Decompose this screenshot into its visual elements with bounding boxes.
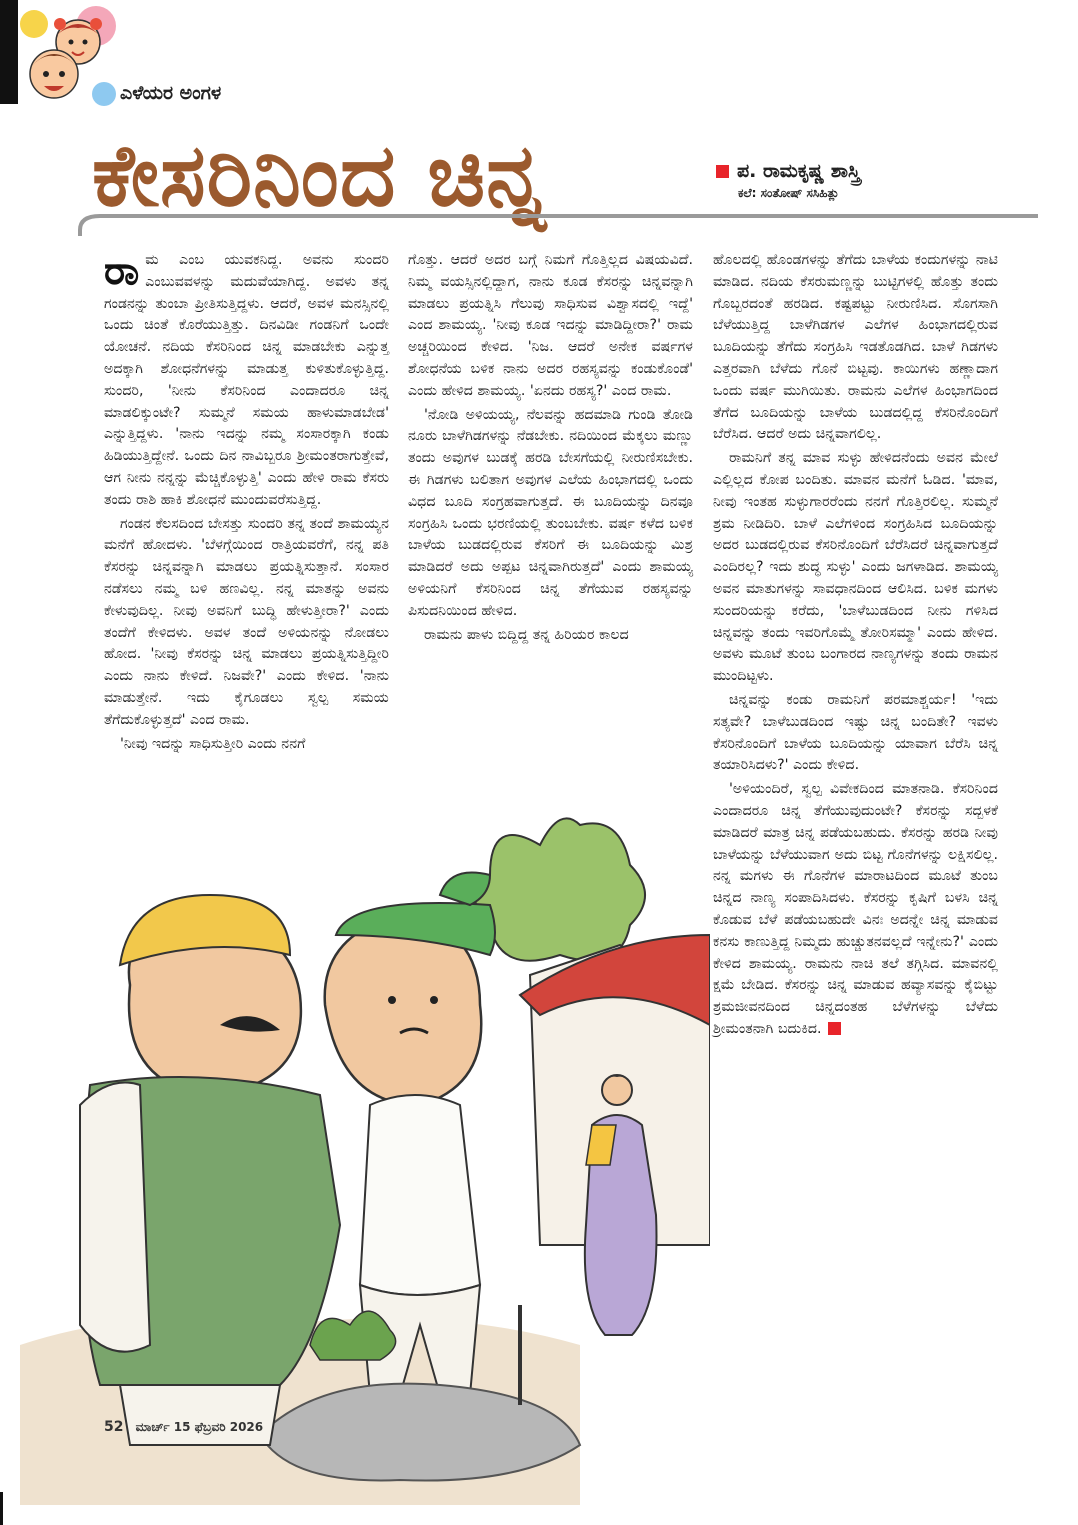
paragraph: 'ನೋಡಿ ಅಳಿಯಯ್ಯ, ನೆಲವನ್ನು ಹದಮಾಡಿ ಗುಂಡಿ ತೋಡಿ ನೂರು ಬಾಳೆಗಿಡಗಳನ್ನು ನೆಡಬೇಕು. ನದಿಯಿಂದ ಮೆಕ್ಕಲು ಮಣ್ಣು ತಂದು ಅವುಗಳ ಬುಡಕ್ಕೆ ಹರಡಿ ಬೇಸಗೆಯಲ್ಲಿ ನೀರುಣಿಸಬೇಕು. ಈ ಗಿಡಗಳು ಬಲಿತಾಗ ಅವುಗಳ ಎಲೆಯ ಹಿಂಭಾಗದಲ್ಲಿ ಒಂದು ವಿಧದ ಬೂದಿ ಸಂಗ್ರಹವಾಗುತ್ತದೆ. ಈ ಬೂದಿಯನ್ನು ದಿನವೂ ಸಂಗ್ರಹಿಸಿ ಒಂದು ಭರಣಿಯಲ್ಲಿ ತುಂಬಬೇಕು. ವರ್ಷ ಕಳೆದ ಬಳಿಕ ಬಾಳೆಯ ಬುಡದಲ್ಲಿರುವ ಕೆಸರಿಗೆ ಈ ಬೂದಿಯನ್ನು ಮಿಶ್ರ ಮಾಡಿದರೆ ಅದು ಅಪ್ಪಟ ಚಿನ್ನವಾಗಿರುತ್ತದೆ' ಎಂದು ಶಾಮಯ್ಯ ಅಳಿಯನಿಗೆ ಕೆಸರಿನಿಂದ ಚಿನ್ನ ತೆಗೆಯುವ ರಹಸ್ಯವನ್ನು ಪಿಸುದನಿಯಿಂದ ಹೇಳಿದ. <box>408 406 693 619</box>
paragraph: ಗೊತ್ತು. ಆದರೆ ಅದರ ಬಗ್ಗೆ ನಿಮಗೆ ಗೊತ್ತಿಲ್ಲದ ವಿಷಯವಿದೆ. ನಿಮ್ಮ ವಯಸ್ಸಿನಲ್ಲಿದ್ದಾಗ, ನಾನು ಕೂಡ ಕೆಸರನ್ನು ಚಿನ್ನವನ್ನಾಗಿ ಮಾಡಲು ಪ್ರಯತ್ನಿಸಿ ಗೆಲುವು ಸಾಧಿಸುವ ವಿಶ್ವಾಸದಲ್ಲಿ ಇದ್ದೆ' ಎಂದ ಶಾಮಯ್ಯ. 'ನೀವು ಕೂಡ ಇದನ್ನು ಮಾಡಿದ್ದೀರಾ?' ರಾಮ ಅಚ್ಚರಿಯಿಂದ ಕೇಳಿದ. 'ನಿಜ. ಆದರೆ ಅನೇಕ ವರ್ಷಗಳ ಶೋಧನೆಯ ಬಳಿಕ ನಾನು ಅದರ ರಹಸ್ಯವನ್ನು ಕಂಡುಕೊಂಡೆ' ಎಂದು ಹೇಳಿದ ಶಾಮಯ್ಯ. 'ಏನದು ರಹಸ್ಯ?' ಎಂದ ರಾಮ. <box>408 252 693 399</box>
issue-date: ಮಾರ್ಚ್ 15 ಫೆಬ್ರವರಿ 2026 <box>135 1420 264 1434</box>
article-title: ಕೇಸರಿನಿಂದ ಚಿನ್ನ <box>92 126 547 226</box>
header-rule <box>78 214 1038 236</box>
page-number: 52 <box>104 1419 124 1435</box>
column-1 <box>104 250 389 757</box>
paragraph: 'ನೀವು ಇದನ್ನು ಸಾಧಿಸುತ್ತೀರಿ ಎಂದು ನನಗೆ <box>120 735 306 752</box>
paragraph: ಚಿನ್ನವನ್ನು ಕಂಡು ರಾಮನಿಗೆ ಪರಮಾಶ್ಚರ್ಯ! 'ಇದು ಸತ್ಯವೇ? ಬಾಳೆಬುಡದಿಂದ ಇಷ್ಟು ಚಿನ್ನ ಬಂದಿತೇ? ಇವಳು ಕೆಸರಿನೊಂದಿಗೆ ಬಾಳೆಯ ಬೂದಿಯನ್ನು ಯಾವಾಗ ಬೆರೆಸಿ ಚಿನ್ನ ತಯಾರಿಸಿದಳು?' ಎಂದು ಕೇಳಿದ. <box>713 691 998 774</box>
column-3 <box>713 250 998 1043</box>
red-square-icon <box>716 165 729 178</box>
column-2 <box>408 250 693 648</box>
byline <box>716 160 860 201</box>
paragraph: ಹೊಲದಲ್ಲಿ ಹೊಂಡಗಳನ್ನು ತೆಗೆದು ಬಾಳೆಯ ಕಂದುಗಳನ್ನು ನಾಟಿ ಮಾಡಿದ. ನದಿಯ ಕೆಸರುಮಣ್ಣನ್ನು ಬುಟ್ಟಿಗಳಲ್ಲಿ ಹೊತ್ತು ತಂದು ಗೊಬ್ಬರದಂತೆ ಹರಡಿದ. ಕಷ್ಟಪಟ್ಟು ನೀರುಣಿಸಿದ. ಸೊಗಸಾಗಿ ಬೆಳೆಯುತ್ತಿದ್ದ ಬಾಳೆಗಿಡಗಳ ಎಲೆಗಳ ಹಿಂಭಾಗದಲ್ಲಿರುವ ಬೂದಿಯನ್ನು ತೆಗೆದು ಸಂಗ್ರಹಿಸಿ ಇಡತೊಡಗಿದ. ಬಾಳೆ ಗಿಡಗಳು ಎತ್ತರವಾಗಿ ಬೆಳೆದು ಗೊನೆ ಬಿಟ್ಟವು. ಕಾಯಿಗಳು ಹಣ್ಣಾದಾಗ ಒಂದು ವರ್ಷ ಮುಗಿಯಿತು. ರಾಮನು ಎಲೆಗಳ ಹಿಂಭಾಗದಿಂದ ತೆಗೆದ ಬೂದಿಯನ್ನು ಬಾಳೆಯ ಬುಡದಲ್ಲಿದ್ದ ಕೆಸರಿನೊಂದಿಗೆ ಬೆರೆಸಿದ. ಆದರೆ ಅದು ಚಿನ್ನವಾಗಲಿಲ್ಲ. <box>713 252 998 443</box>
paragraph: ರಾಮನು ಪಾಳು ಬಿದ್ದಿದ್ದ ತನ್ನ ಹಿರಿಯರ ಕಾಲದ <box>424 626 629 643</box>
end-mark-icon <box>828 1022 841 1035</box>
story-illustration <box>20 785 710 1505</box>
section-label: ಎಳೆಯರ ಅಂಗಳ <box>120 82 222 104</box>
paragraph: ರಾಮನಿಗೆ ತನ್ನ ಮಾವ ಸುಳ್ಳು ಹೇಳಿದನೆಂದು ಅವನ ಮೇಲೆ ಎಲ್ಲಿಲ್ಲದ ಕೋಪ ಬಂದಿತು. ಮಾವನ ಮನೆಗೆ ಓಡಿದ. 'ಮಾವ, ನೀವು ಇಂತಹ ಸುಳ್ಳುಗಾರರೆಂದು ನನಗೆ ಗೊತ್ತಿರಲಿಲ್ಲ. ಸುಮ್ಮನೆ ಶ್ರಮ ನೀಡಿದಿರಿ. ಬಾಳೆ ಎಲೆಗಳಿಂದ ಸಂಗ್ರಹಿಸಿದ ಬೂದಿಯನ್ನು ಅದರ ಬುಡದಲ್ಲಿರುವ ಕೆಸರಿನೊಂದಿಗೆ ಬೆರೆಸಿದರೆ ಚಿನ್ನವಾಗುತ್ತದೆ ಎಂದಿರಲ್ಲ? ಇದು ಶುದ್ಧ ಸುಳ್ಳು' ಎಂದು ಜಗಳಾಡಿದ. ಶಾಮಯ್ಯ ಅವನ ಮಾತುಗಳನ್ನು ಸಾವಧಾನದಿಂದ ಆಲಿಸಿದ. ಬಳಿಕ ಮಗಳು ಸುಂದರಿಯನ್ನು ಕರೆದು, 'ಬಾಳೆಬುಡದಿಂದ ನೀನು ಗಳಿಸಿದ ಚಿನ್ನವನ್ನು ತಂದು ಇವರಿಗೊಮ್ಮೆ ತೋರಿಸಮ್ಮಾ' ಎಂದು ಹೇಳಿದ. ಅವಳು ಮೂಟೆ ತುಂಬ ಬಂಗಾರದ ನಾಣ್ಯಗಳನ್ನು ತಂದು ರಾಮನ ಮುಂದಿಟ್ಟಳು. <box>713 450 998 685</box>
author-line <box>716 160 860 182</box>
paragraph-text: ಮ ಎಂಬ ಯುವಕನಿದ್ದ. ಅವನು ಸುಂದರಿ ಎಂಬುವವಳನ್ನು ಮದುವೆಯಾಗಿದ್ದ. ಅವಳು ತನ್ನ ಗಂಡನನ್ನು ತುಂಬಾ ಪ್ರೀತಿಸುತ್ತಿದ್ದಳು. ಆದರೆ, ಅವಳ ಮನಸ್ಸಿನಲ್ಲಿ ಒಂದು ಚಿಂತೆ ಕೊರೆಯುತ್ತಿತ್ತು. ದಿನವಿಡೀ ಗಂಡನಿಗೆ ಒಂದೇ ಯೋಚನೆ. ನದಿಯ ಕೆಸರಿನಿಂದ ಚಿನ್ನ ಮಾಡಬೇಕು ಎನ್ನುತ್ತ ಅದಕ್ಕಾಗಿ ಶೋಧನೆಗಳನ್ನು ಮಾಡುತ್ತ ಕುಳಿತುಕೊಳ್ಳುತ್ತಿದ್ದ. ಸುಂದರಿ, 'ನೀನು ಕೆಸರಿನಿಂದ ಎಂದಾದರೂ ಚಿನ್ನ ಮಾಡಲಿಕ್ಕುಂಟೇ? ಸುಮ್ಮನೆ ಸಮಯ ಹಾಳುಮಾಡಬೇಡ' ಎನ್ನುತ್ತಿದ್ದಳು. 'ನಾನು ಇದನ್ನು ನಮ್ಮ ಸಂಸಾರಕ್ಕಾಗಿ ಕಂಡು ಹಿಡಿಯುತ್ತಿದ್ದೇನೆ. ಒಂದು ದಿನ ನಾವಿಬ್ಬರೂ ಶ್ರೀಮಂತರಾಗುತ್ತೇವೆ, ಆಗ ನೀನು ನನ್ನನ್ನು ಮೆಚ್ಚಿಕೊಳ್ಳುತ್ತಿ' ಎಂದು ಹೇಳಿ ರಾಮ ಕೆಸರು ತಂದು ರಾಶಿ ಹಾಕಿ ಶೋಧನೆ ಮುಂದುವರೆಸುತ್ತಿದ್ದ. <box>104 252 389 508</box>
drop-cap: ರಾ <box>104 248 140 294</box>
crop-mark <box>0 1492 3 1525</box>
paragraph: ಗಂಡನ ಕೆಲಸದಿಂದ ಬೇಸತ್ತು ಸುಂದರಿ ತನ್ನ ತಂದೆ ಶಾಮಯ್ಯನ ಮನೆಗೆ ಹೋದಳು. 'ಬೆಳಗ್ಗೆಯಿಂದ ರಾತ್ರಿಯವರೆಗೆ, ನನ್ನ ಪತಿ ಕೆಸರನ್ನು ಚಿನ್ನವನ್ನಾಗಿ ಮಾಡಲು ಪ್ರಯತ್ನಿಸುತ್ತಾನೆ. ಸಂಸಾರ ನಡೆಸಲು ನಮ್ಮ ಬಳಿ ಹಣವಿಲ್ಲ. ನನ್ನ ಮಾತನ್ನು ಅವನು ಕೇಳುವುದಿಲ್ಲ. ನೀವು ಅವನಿಗೆ ಬುದ್ಧಿ ಹೇಳುತ್ತೀರಾ?' ಎಂದು ತಂದೆಗೆ ಕೇಳಿದಳು. ಅವಳ ತಂದೆ ಅಳಿಯನನ್ನು ನೋಡಲು ಹೋದ. 'ನೀವು ಕೆಸರನ್ನು ಚಿನ್ನ ಮಾಡಲು ಪ್ರಯತ್ನಿಸುತ್ತಿದ್ದೀರಿ ಎಂದು ನಾನು ಕೇಳಿದೆ. ನಿಜವೇ?' ಎಂದು ಕೇಳಿದ. 'ನಾನು ಮಾಡುತ್ತೇನೆ. ಇದು ಕೈಗೂಡಲು ಸ್ವಲ್ಪ ಸಮಯ ತೆಗೆದುಕೊಳ್ಳುತ್ತದೆ' ಎಂದ ರಾಮ. <box>104 515 389 728</box>
paragraph-text: 'ಅಳಿಯಂದಿರೆ, ಸ್ವಲ್ಪ ವಿವೇಕದಿಂದ ಮಾತನಾಡಿ. ಕೆಸರಿನಿಂದ ಎಂದಾದರೂ ಚಿನ್ನ ತೆಗೆಯುವುದುಂಟೇ? ಕೆಸರನ್ನು ಸದ್ಬಳಕೆ ಮಾಡಿದರೆ ಮಾತ್ರ ಚಿನ್ನ ಪಡೆಯಬಹುದು. ಕೆಸರನ್ನು ಹರಡಿ ನೀವು ಬಾಳೆಯನ್ನು ಬೆಳೆಯುವಾಗ ಅದು ಬಿಟ್ಟ ಗೊನೆಗಳನ್ನು ಲಕ್ಷಿಸಲಿಲ್ಲ. ನನ್ನ ಮಗಳು ಈ ಗೊನೆಗಳ ಮಾರಾಟದಿಂದ ಮೂಟೆ ತುಂಬ ಚಿನ್ನದ ನಾಣ್ಯ ಸಂಪಾದಿಸಿದಳು. ಕೆಸರನ್ನು ಕೃಷಿಗೆ ಬಳಸಿ ಚಿನ್ನ ಕೊಡುವ ಬೆಳೆ ಪಡೆಯಬಹುದೇ ವಿನಃ ಅದನ್ನೇ ಚಿನ್ನ ಮಾಡುವ ಕನಸು ಕಾಣುತ್ತಿದ್ದ ನಿಮ್ಮದು ಹುಚ್ಚುತನವಲ್ಲದೆ ಇನ್ನೇನು?' ಎಂದು ಕೇಳಿದ ಶಾಮಯ್ಯ. ರಾಮನು ನಾಚಿ ತಲೆ ತಗ್ಗಿಸಿದ. ಮಾವನಲ್ಲಿ ಕ್ಷಮೆ ಬೇಡಿದ. ಕೆಸರನ್ನು ಚಿನ್ನ ಮಾಡುವ ಹವ್ಯಾಸವನ್ನು ಕೈಬಿಟ್ಟು ಶ್ರಮಜೀವನದಿಂದ ಚಿನ್ನದಂತಹ ಬೆಳೆಗಳನ್ನು ಬೆಳೆದು ಶ್ರೀಮಂತನಾಗಿ ಬದುಕಿದ. <box>713 781 998 1037</box>
page-footer <box>104 1419 263 1435</box>
art-credit: ಕಲೆ: ಸಂತೋಷ್ ಸಸಿಹಿತ್ಲು <box>738 186 840 200</box>
paragraph <box>104 250 389 512</box>
corner-block <box>0 0 18 104</box>
author-name: ಪ. ರಾಮಕೃಷ್ಣ ಶಾಸ್ತ್ರಿ <box>737 160 861 182</box>
kids-faces-icon <box>20 2 116 106</box>
paragraph <box>713 779 998 1041</box>
